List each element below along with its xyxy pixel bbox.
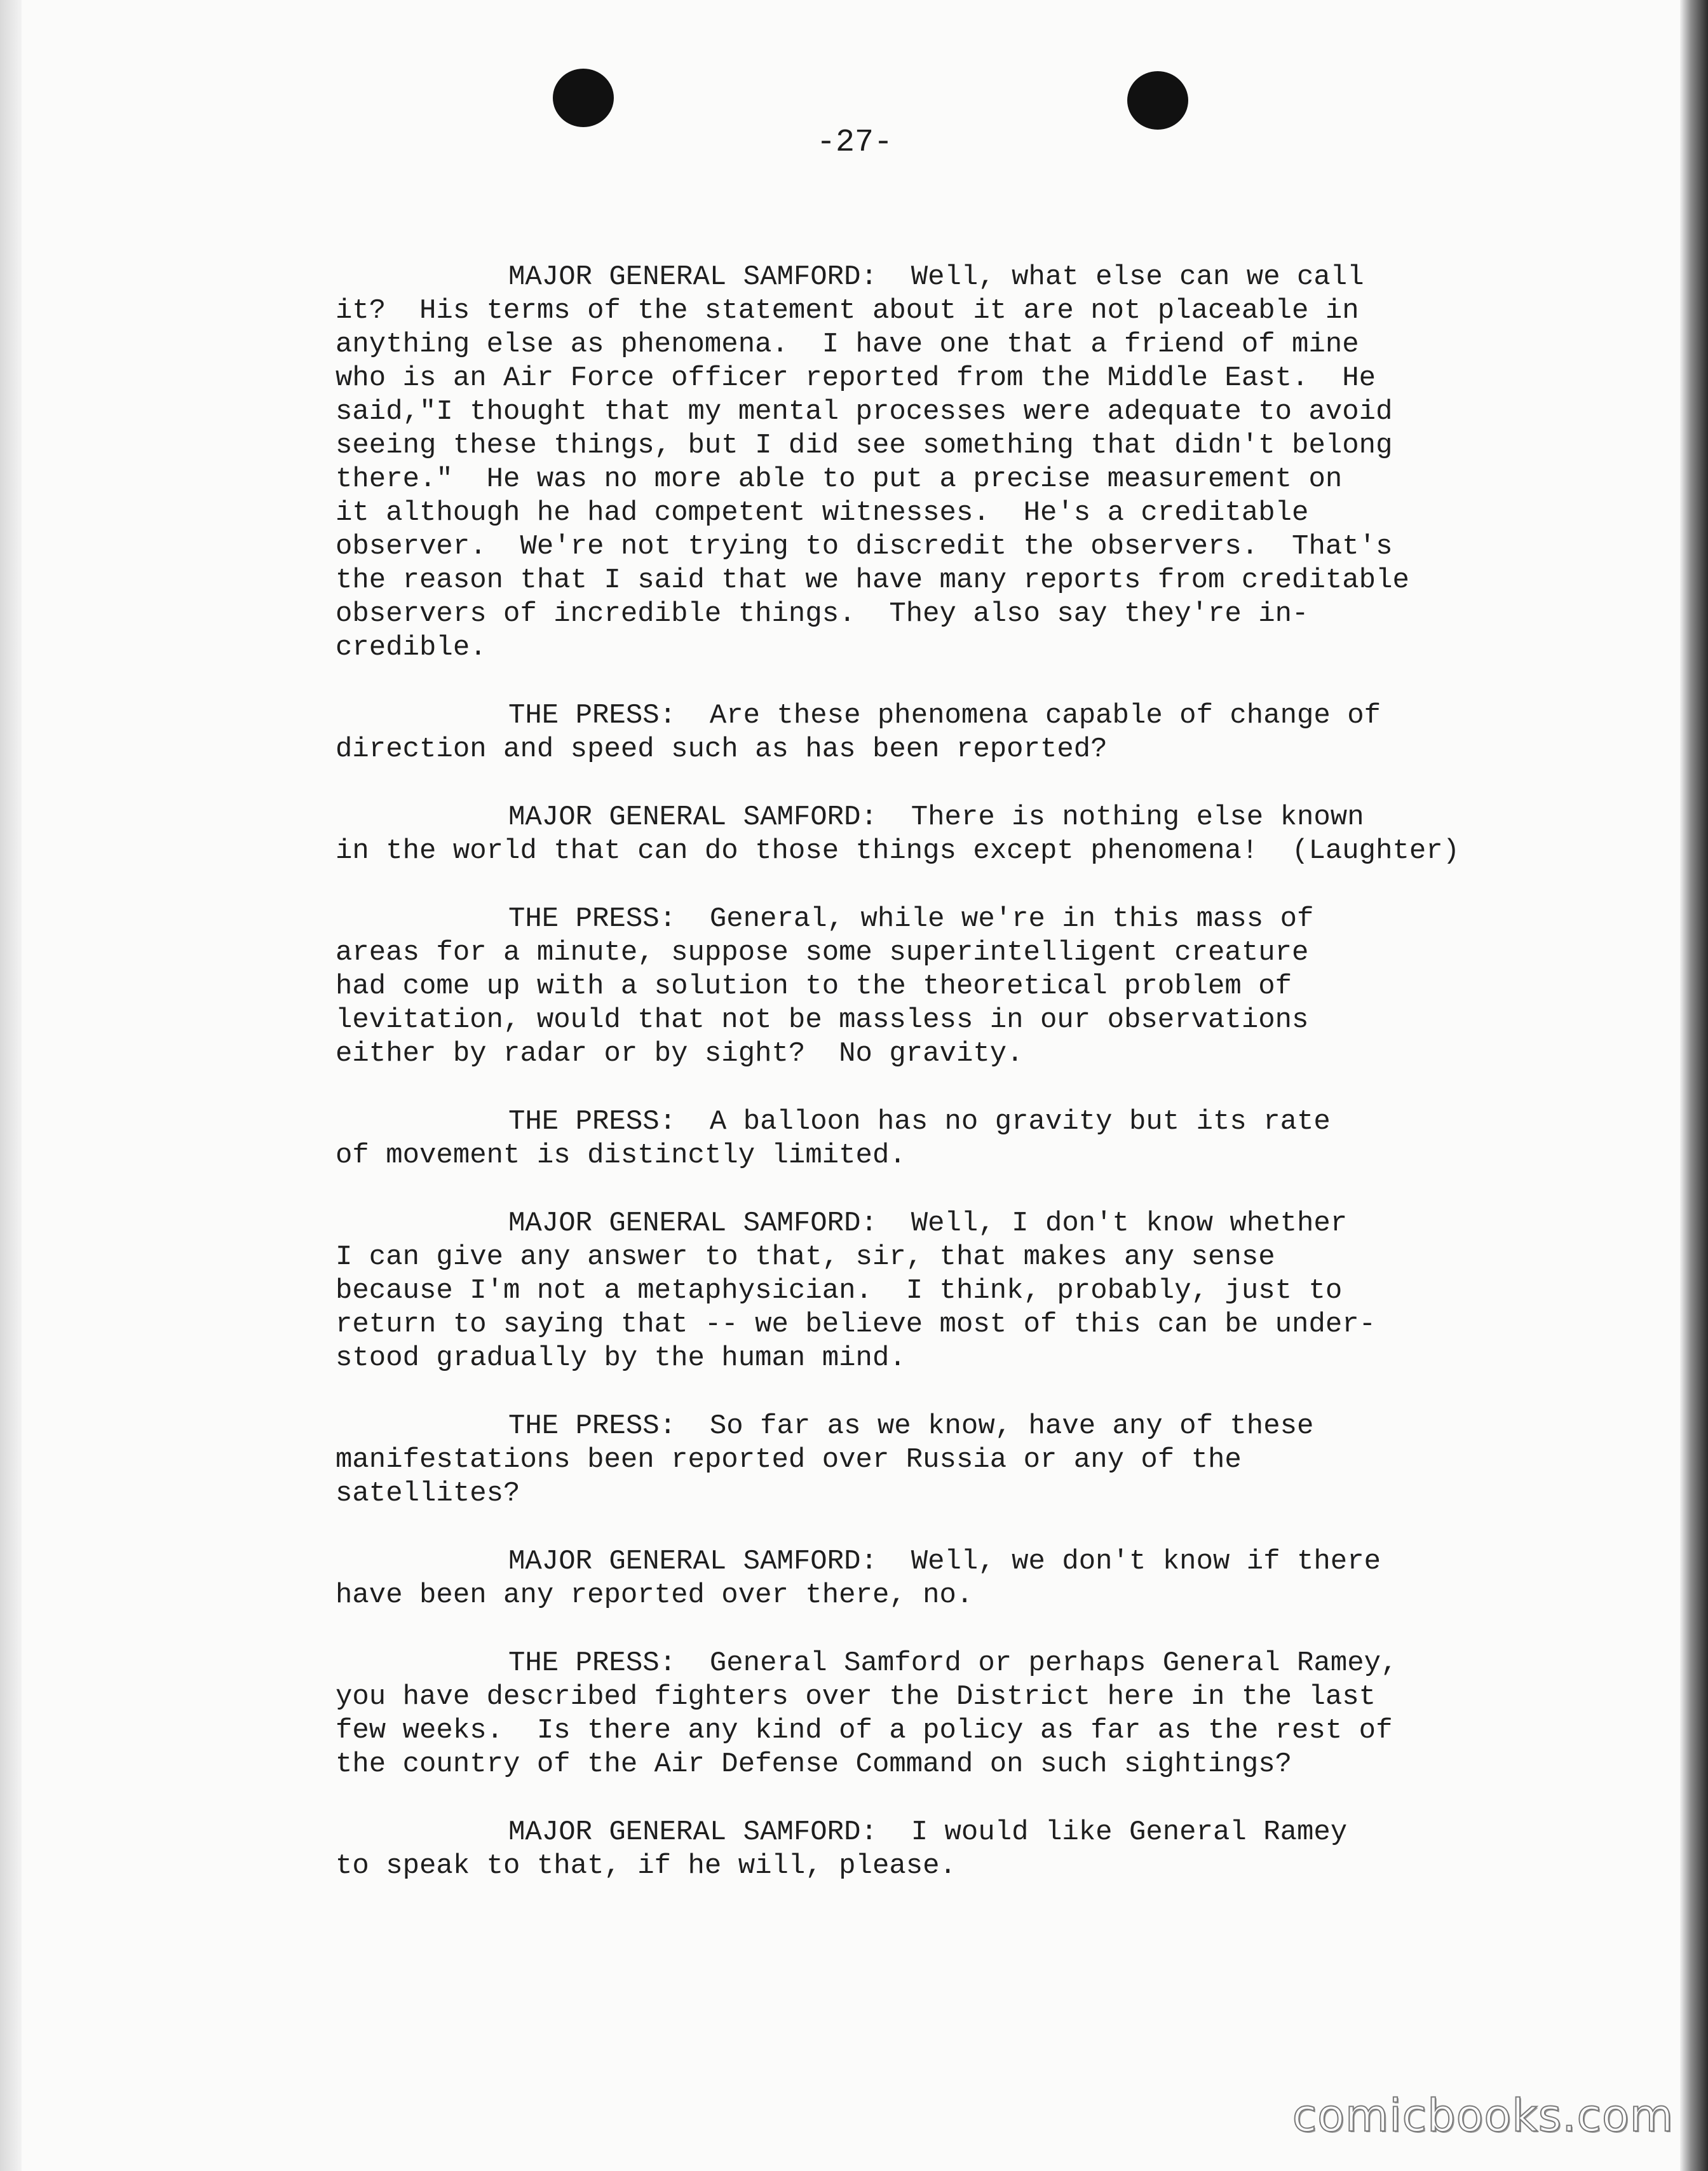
transcript-line: said,"I thought that my mental processes were adequate to avoid	[336, 396, 1393, 428]
transcript-line: anything else as phenomena. I have one that a friend of mine	[336, 329, 1359, 360]
transcript-paragraph	[336, 902, 1543, 1071]
transcript-line: areas for a minute, suppose some superintelligent creature	[336, 937, 1309, 969]
transcript-line: the country of the Air Defense Command on such sightings?	[336, 1748, 1292, 1780]
transcript-line: manifestations been reported over Russia or any of the	[336, 1444, 1242, 1476]
transcript-paragraph	[336, 1816, 1543, 1883]
transcript-line: MAJOR GENERAL SAMFORD: Well, I don't know whether	[508, 1208, 1348, 1239]
transcript-paragraph	[336, 1410, 1543, 1511]
transcript-line: THE PRESS: General, while we're in this mass of	[508, 903, 1314, 935]
transcript-line: MAJOR GENERAL SAMFORD: Well, what else can we call	[508, 261, 1364, 293]
transcript-line: MAJOR GENERAL SAMFORD: There is nothing else known	[508, 801, 1364, 833]
watermark: comicbooks.com	[1292, 2090, 1674, 2142]
scan-edge-shadow-left	[0, 0, 22, 2171]
transcript-line: THE PRESS: Are these phenomena capable of change of	[508, 700, 1381, 732]
page-number: -27-	[817, 125, 893, 161]
transcript-line: because I'm not a metaphysician. I think, probably, just to	[336, 1275, 1343, 1307]
transcript-line: credible.	[336, 632, 487, 664]
transcript-line: observer. We're not trying to discredit the observers. That's	[336, 531, 1393, 562]
transcript-line: it although he had competent witnesses. He's a creditable	[336, 497, 1309, 529]
transcript-paragraph	[336, 1545, 1543, 1612]
transcript-line: I can give any answer to that, sir, that makes any sense	[336, 1241, 1275, 1273]
transcript-line: who is an Air Force officer reported from the Middle East. He	[336, 362, 1376, 394]
transcript-paragraph	[336, 1207, 1543, 1375]
transcript-line: observers of incredible things. They also say they're in-	[336, 598, 1309, 630]
transcript-line: few weeks. Is there any kind of a policy as far as the rest of	[336, 1715, 1393, 1746]
transcript-line: it? His terms of the statement about it are not placeable in	[336, 295, 1359, 327]
transcript-line: you have described fighters over the District here in the last	[336, 1681, 1376, 1713]
transcript-line: stood gradually by the human mind.	[336, 1342, 906, 1374]
transcript-line: either by radar or by sight? No gravity.	[336, 1038, 1024, 1070]
transcript-line: there." He was no more able to put a precise measurement on	[336, 463, 1343, 495]
transcript-line: MAJOR GENERAL SAMFORD: Well, we don't know if there	[508, 1546, 1381, 1577]
transcript-paragraph	[336, 1647, 1543, 1781]
transcript-line: THE PRESS: General Samford or perhaps General Ramey,	[508, 1647, 1398, 1679]
transcript-paragraph	[336, 261, 1543, 665]
punch-hole-left	[553, 69, 614, 127]
transcript-paragraph	[336, 1105, 1543, 1173]
transcript-line: THE PRESS: So far as we know, have any of these	[508, 1410, 1314, 1442]
transcript-line: THE PRESS: A balloon has no gravity but its rate	[508, 1106, 1331, 1138]
transcript-line: satellites?	[336, 1478, 520, 1509]
transcript-line: have been any reported over there, no.	[336, 1579, 973, 1611]
transcript-line: the reason that I said that we have many reports from creditable	[336, 564, 1409, 596]
transcript-line: in the world that can do those things except phenomena! (Laughter)	[336, 835, 1460, 867]
transcript-line: to speak to that, if he will, please.	[336, 1850, 956, 1882]
scan-edge-shadow-right	[1680, 0, 1708, 2171]
transcript-paragraph	[336, 699, 1543, 766]
transcript-line: of movement is distinctly limited.	[336, 1140, 906, 1171]
transcript-line: seeing these things, but I did see something that didn't belong	[336, 430, 1393, 461]
punch-hole-right	[1127, 71, 1188, 130]
transcript-line: MAJOR GENERAL SAMFORD: I would like General Ramey	[508, 1816, 1348, 1848]
transcript-line: return to saying that -- we believe most of this can be under-	[336, 1309, 1376, 1340]
transcript-line: levitation, would that not be massless in our observations	[336, 1004, 1309, 1036]
transcript-paragraph	[336, 801, 1543, 868]
transcript-body	[336, 261, 1543, 1917]
transcript-line: had come up with a solution to the theoretical problem of	[336, 970, 1292, 1002]
transcript-line: direction and speed such as has been reported?	[336, 733, 1108, 765]
